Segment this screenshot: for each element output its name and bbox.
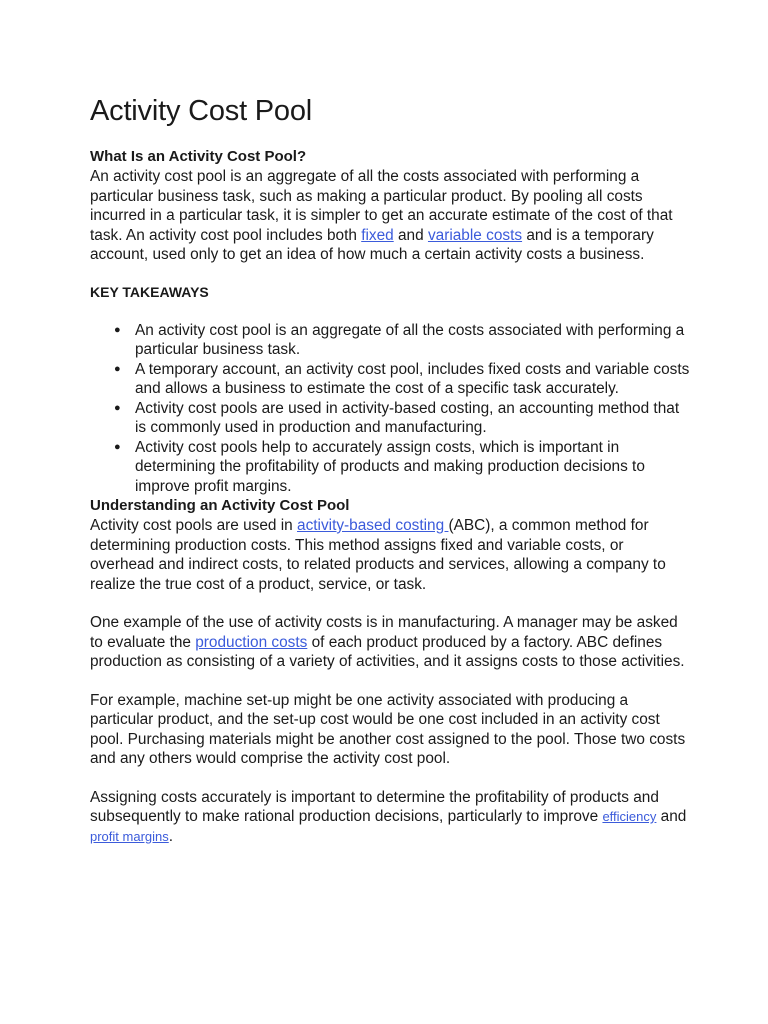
intro-text-c: and is a temporary account, used only to get an idea of how much a certain activity costs a business. xyxy=(90,226,654,263)
takeaway-text: An activity cost pool is an aggregate of all the costs associated with performing a particular business task. xyxy=(135,321,685,358)
list-item xyxy=(114,438,690,497)
intro-text-b: and xyxy=(393,226,428,244)
understanding-text-a: Activity cost pools are used in xyxy=(90,517,298,534)
bullet-icon: ● xyxy=(114,440,121,453)
section-heading-understanding: Understanding an Activity Cost Pool xyxy=(90,497,350,514)
bullet-icon: ● xyxy=(114,401,121,414)
bullet-icon: ● xyxy=(114,362,121,375)
key-takeaways-heading: KEY TAKEAWAYS xyxy=(90,283,209,300)
key-takeaways-list xyxy=(90,321,690,497)
conclusion-text-a: Assigning costs accurately is important to determine the profitability of products and subsequently to make rational production decisions, particularly to improve xyxy=(90,788,659,825)
link-efficiency[interactable]: efficiency xyxy=(602,809,657,824)
link-production-costs[interactable]: production costs xyxy=(195,633,308,651)
understanding-paragraph-3: For example, machine set-up might be one activity associated with producing a particular product, and the set-up cost would be one cost included in an activity cost pool. Purchasing materials might be another cost assigned to the pool. Those two costs and any others would comprise the activity cost pool. xyxy=(90,691,686,767)
document xyxy=(90,92,690,846)
list-item xyxy=(114,399,690,438)
list-item xyxy=(114,321,690,360)
section-heading-what-is: What Is an Activity Cost Pool? xyxy=(90,148,307,165)
intro-text-a: An activity cost pool is an aggregate of all the costs associated with performing a particular business task, such as making a particular product. By pooling all costs incurred in a particular task, it is simpler to get an accurate estimate of the cost of that task. An activity cost pool includes both xyxy=(90,168,673,244)
understanding-paragraph-4 xyxy=(90,788,690,847)
intro-paragraph xyxy=(90,167,690,265)
conclusion-text-c: . xyxy=(168,827,174,845)
understanding-paragraph-1 xyxy=(90,516,690,594)
list-item xyxy=(114,360,690,399)
example-text-a: One example of the use of activity costs is in manufacturing. A manager may be asked to evaluate the xyxy=(90,614,678,651)
link-variable-costs[interactable]: variable costs xyxy=(427,226,523,244)
takeaway-text: A temporary account, an activity cost pool, includes fixed costs and variable costs and allows a business to estimate the cost of a specific task accurately. xyxy=(135,360,690,397)
conclusion-text-b: and xyxy=(656,808,687,825)
example-text-b: of each product produced by a factory. ABC defines production as consisting of a variety of activities, and it assigns costs to those activities. xyxy=(90,633,685,670)
link-profit-margins[interactable]: profit margins xyxy=(90,828,169,844)
understanding-paragraph-2 xyxy=(90,613,690,672)
understanding-text-b: (ABC), a common method for determining production costs. This method assigns fixed and variable costs, or overhead and indirect costs, to related products and services, allowing a company to realize the true cost of a product, service, or task. xyxy=(90,517,666,593)
takeaway-text: Activity cost pools are used in activity-based costing, an accounting method that is commonly used in production and manufacturing. xyxy=(135,399,680,436)
link-fixed[interactable]: fixed xyxy=(361,226,394,244)
page-title: Activity Cost Pool xyxy=(90,95,313,127)
link-activity-based-costing[interactable]: activity-based costing xyxy=(297,517,449,534)
takeaway-text: Activity cost pools help to accurately assign costs, which is important in determining the profitability of products and making production decisions to improve profit margins. xyxy=(135,438,645,495)
bullet-icon: ● xyxy=(114,323,121,336)
